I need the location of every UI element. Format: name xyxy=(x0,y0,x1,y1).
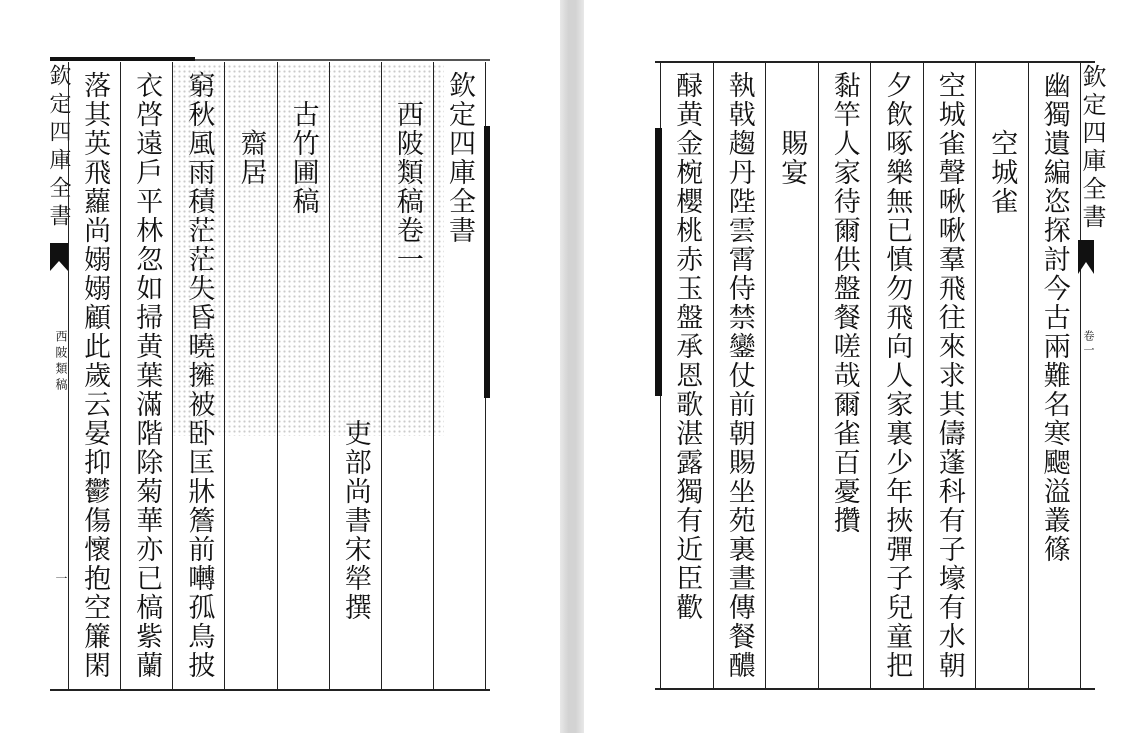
right-page-columns xyxy=(660,62,1081,689)
poem-line: 落其英飛蘿尚嫋嫋顧此歲云晏抑鬱傷懷抱空簾閑 xyxy=(79,71,111,680)
column-poem-line xyxy=(923,62,976,689)
column-poem-title xyxy=(765,62,818,689)
left-spine-title-strip xyxy=(46,64,71,240)
poem-line: 空城雀聲啾啾羣飛往來求其儔蓬科有子壕有水朝 xyxy=(933,71,965,680)
poem-title: 空城雀 xyxy=(986,129,1018,216)
column-volume-title xyxy=(381,62,433,689)
column-poem-line xyxy=(120,62,172,689)
column-poem-title xyxy=(975,62,1028,689)
poem-line: 醁黄金椀櫻桃赤玉盤承恩歌湛露獨有近臣歡 xyxy=(671,71,703,622)
left-spine-page-number: 一 xyxy=(54,572,68,584)
right-fishtail-icon xyxy=(1078,240,1094,274)
left-page-top-rule-thick xyxy=(50,57,195,61)
poem-line: 黏竿人家待爾供盤餐嗟哉爾雀百憂攢 xyxy=(828,71,860,535)
left-spine-library-title: 欽定四庫全書 xyxy=(46,64,71,232)
collection-title: 古竹圃稿 xyxy=(287,100,319,216)
right-spine-juan: 卷一 xyxy=(1082,330,1095,358)
column-poem-title xyxy=(224,62,276,689)
continued-poem-line: 幽獨遺編恣探討今古兩難名寒颸溢叢篠 xyxy=(1038,71,1070,564)
poem-line: 窮秋風雨積茫茫失昏曉擁被卧匡牀簷前囀孤鳥披 xyxy=(183,71,215,680)
poem-line: 夕飲啄樂無已慎勿飛向人家裏少年挾彈子兒童把 xyxy=(881,71,913,680)
column-poem-line xyxy=(68,62,120,689)
left-fishtail-icon xyxy=(50,243,68,271)
column-library-title xyxy=(433,62,485,689)
right-spine-library-title: 欽定四庫全書 xyxy=(1078,64,1106,232)
right-binding-shadow xyxy=(655,128,662,396)
column-poem-line xyxy=(713,62,766,689)
left-page-bottom-rule xyxy=(50,689,490,691)
left-spine-book-title: 西陂類稿 xyxy=(54,330,68,394)
poem-line: 衣啓遠戶平林忽如掃黄葉滿階除菊華亦已槁紫蘭 xyxy=(131,71,163,680)
column-author-line xyxy=(329,62,381,689)
page-gutter xyxy=(560,0,584,733)
column-collection-title xyxy=(277,62,329,689)
column-poem-line xyxy=(870,62,923,689)
right-spine-title-strip xyxy=(1078,64,1106,240)
library-title: 欽定四庫全書 xyxy=(443,71,475,245)
author-line: 吏部尚書宋犖撰 xyxy=(339,419,371,622)
column-poem-line xyxy=(818,62,871,689)
volume-title: 西陂類稿卷一 xyxy=(391,100,423,274)
poem-line: 執戟趨丹陛雲霄侍禁鑾仗前朝賜坐苑裏晝傳餐醲 xyxy=(723,71,755,680)
left-page-columns xyxy=(68,62,486,689)
poem-title: 齋居 xyxy=(235,129,267,187)
column-poem-line xyxy=(172,62,224,689)
left-binding-shadow xyxy=(484,126,490,398)
column-continued-line xyxy=(1028,62,1081,689)
poem-title: 賜宴 xyxy=(776,129,808,187)
column-poem-line xyxy=(660,62,713,689)
